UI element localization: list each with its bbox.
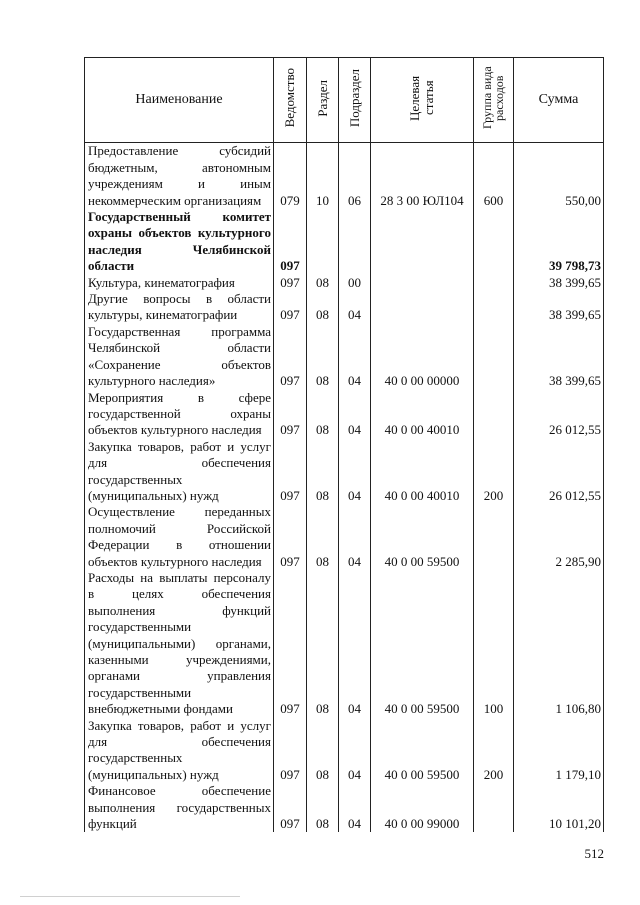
cell-name: Финансовое обеспечение выполнения государственных функций xyxy=(85,783,274,832)
cell-tselevaya xyxy=(371,209,474,275)
table-row xyxy=(85,324,604,390)
cell-podrazdel: 04 xyxy=(339,439,371,505)
cell-podrazdel: 00 xyxy=(339,275,371,291)
cell-summa: 38 399,65 xyxy=(514,324,604,390)
cell-gruppa: 200 xyxy=(474,439,514,505)
cell-tselevaya: 40 0 00 40010 xyxy=(371,439,474,505)
cell-vedomstvo: 097 xyxy=(274,504,307,570)
budget-table-container xyxy=(84,57,603,837)
cell-name: Мероприятия в сфере государственной охраны объектов культурного наследия xyxy=(85,390,274,439)
header-name: Наименование xyxy=(85,58,274,143)
table-row xyxy=(85,390,604,439)
cell-summa: 10 101,20 xyxy=(514,783,604,832)
cell-razdel: 10 xyxy=(307,143,339,209)
cell-vedomstvo: 097 xyxy=(274,783,307,832)
cell-summa: 38 399,65 xyxy=(514,275,604,291)
cell-summa: 1 179,10 xyxy=(514,718,604,784)
cell-tselevaya: 40 0 00 40010 xyxy=(371,390,474,439)
header-summa: Сумма xyxy=(514,58,604,143)
cell-razdel xyxy=(307,209,339,275)
cell-podrazdel: 06 xyxy=(339,143,371,209)
cell-tselevaya: 40 0 00 59500 xyxy=(371,570,474,718)
table-header-row xyxy=(85,58,604,143)
cell-razdel: 08 xyxy=(307,504,339,570)
header-vedomstvo: Ведомство xyxy=(274,58,307,143)
cell-razdel: 08 xyxy=(307,291,339,324)
cell-tselevaya: 40 0 00 59500 xyxy=(371,504,474,570)
cell-vedomstvo: 097 xyxy=(274,718,307,784)
cell-vedomstvo: 097 xyxy=(274,390,307,439)
cell-tselevaya xyxy=(371,275,474,291)
cell-name: Предоставление субсидий бюджетным, автономным учреждениям и иным некоммерческим организациям xyxy=(85,143,274,209)
cell-podrazdel: 04 xyxy=(339,324,371,390)
table-row xyxy=(85,570,604,718)
cell-tselevaya: 40 0 00 00000 xyxy=(371,324,474,390)
header-razdel: Раздел xyxy=(307,58,339,143)
table-row xyxy=(85,291,604,324)
cell-podrazdel: 04 xyxy=(339,390,371,439)
cell-name: Осуществление переданных полномочий Российской Федерации в отношении объектов культурного наследия xyxy=(85,504,274,570)
cell-summa: 26 012,55 xyxy=(514,390,604,439)
budget-table xyxy=(84,57,604,832)
cell-razdel: 08 xyxy=(307,324,339,390)
cell-name: Государственная программа Челябинской области «Сохранение объектов культурного наследия» xyxy=(85,324,274,390)
cell-podrazdel: 04 xyxy=(339,718,371,784)
table-row xyxy=(85,783,604,832)
cell-vedomstvo: 097 xyxy=(274,570,307,718)
table-row xyxy=(85,275,604,291)
cell-podrazdel xyxy=(339,209,371,275)
cell-razdel: 08 xyxy=(307,439,339,505)
cell-summa: 2 285,90 xyxy=(514,504,604,570)
cell-name: Культура, кинематография xyxy=(85,275,274,291)
cell-summa: 26 012,55 xyxy=(514,439,604,505)
header-tselevaya: Целевая статья xyxy=(371,58,474,143)
cell-name: Государственный комитет охраны объектов культурного наследия Челябинской области xyxy=(85,209,274,275)
table-row xyxy=(85,439,604,505)
cell-tselevaya: 40 0 00 99000 xyxy=(371,783,474,832)
cell-razdel: 08 xyxy=(307,390,339,439)
table-row xyxy=(85,209,604,275)
cell-razdel: 08 xyxy=(307,718,339,784)
cell-summa: 1 106,80 xyxy=(514,570,604,718)
table-row xyxy=(85,718,604,784)
cell-summa: 550,00 xyxy=(514,143,604,209)
scan-artifact xyxy=(20,896,240,897)
cell-podrazdel: 04 xyxy=(339,291,371,324)
cell-gruppa xyxy=(474,324,514,390)
cell-podrazdel: 04 xyxy=(339,570,371,718)
table-row xyxy=(85,143,604,209)
cell-razdel: 08 xyxy=(307,783,339,832)
cell-gruppa: 600 xyxy=(474,143,514,209)
cell-gruppa xyxy=(474,209,514,275)
table-row xyxy=(85,504,604,570)
cell-podrazdel: 04 xyxy=(339,783,371,832)
cell-name: Закупка товаров, работ и услуг для обеспечения государственных (муниципальных) нужд xyxy=(85,439,274,505)
cell-podrazdel: 04 xyxy=(339,504,371,570)
cell-vedomstvo: 097 xyxy=(274,324,307,390)
header-podrazdel: Подраздел xyxy=(339,58,371,143)
cell-summa: 38 399,65 xyxy=(514,291,604,324)
cell-vedomstvo: 097 xyxy=(274,275,307,291)
cell-gruppa: 200 xyxy=(474,718,514,784)
cell-gruppa xyxy=(474,504,514,570)
cell-vedomstvo: 097 xyxy=(274,209,307,275)
cell-gruppa xyxy=(474,275,514,291)
cell-tselevaya xyxy=(371,291,474,324)
cell-vedomstvo: 097 xyxy=(274,291,307,324)
cell-gruppa xyxy=(474,783,514,832)
cell-tselevaya: 40 0 00 59500 xyxy=(371,718,474,784)
cell-gruppa xyxy=(474,291,514,324)
header-gruppa: Группа вида расходов xyxy=(474,58,514,143)
cell-gruppa xyxy=(474,390,514,439)
cell-gruppa: 100 xyxy=(474,570,514,718)
cell-summa: 39 798,73 xyxy=(514,209,604,275)
cell-razdel: 08 xyxy=(307,570,339,718)
cell-name: Расходы на выплаты персоналу в целях обеспечения выполнения функций государственными (муниципальными) органами, казенными учреждениями, органами управления государственными внебюджетными фондами xyxy=(85,570,274,718)
cell-name: Другие вопросы в области культуры, кинематографии xyxy=(85,291,274,324)
page-number: 512 xyxy=(584,846,604,861)
cell-tselevaya: 28 3 00 ЮЛ104 xyxy=(371,143,474,209)
cell-vedomstvo: 079 xyxy=(274,143,307,209)
cell-razdel: 08 xyxy=(307,275,339,291)
cell-name: Закупка товаров, работ и услуг для обеспечения государственных (муниципальных) нужд xyxy=(85,718,274,784)
cell-vedomstvo: 097 xyxy=(274,439,307,505)
